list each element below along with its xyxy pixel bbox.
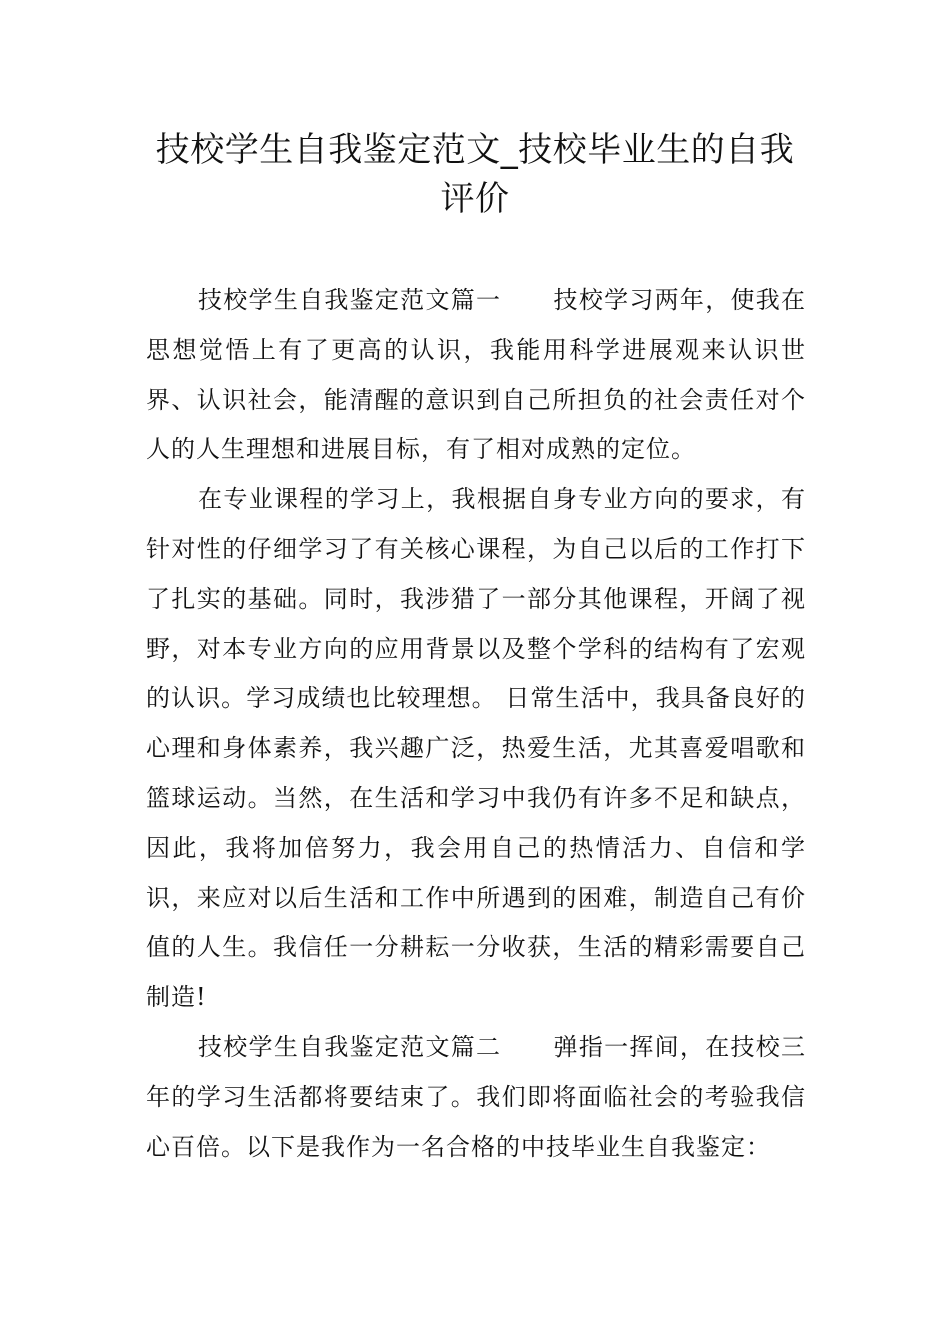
paragraph-1-heading: 技校学生自我鉴定范文篇一: [198, 286, 502, 314]
paragraph-1: [146, 276, 806, 475]
paragraph-3-text: 弹指一挥间，在技校三年的学习生活都将要结束了。我们即将面临社会的考验我信心百倍。以下是我作为一名合格的中技毕业生自我鉴定：: [146, 1032, 807, 1161]
paragraph-3: [146, 1023, 806, 1172]
paragraph-2: [146, 475, 806, 1023]
paragraph-1-text: 技校学习两年，使我在思想觉悟上有了更高的认识，我能用科学进展观来认识世界、认识社会，能清醒的意识到自己所担负的社会责任对个人的人生理想和进展目标，有了相对成熟的定位。: [146, 286, 807, 464]
document-body: [146, 276, 806, 1172]
document-title: 技校学生自我鉴定范文_技校毕业生的自我评价: [155, 130, 795, 219]
paragraph-3-heading: 技校学生自我鉴定范文篇二: [198, 1032, 502, 1061]
paragraph-2-text: 在专业课程的学习上，我根据自身专业方向的要求，有针对性的仔细学习了有关核心课程，为自己以后的工作打下了扎实的基础。同时，我涉猎了一部分其他课程，开阔了视野，对本专业方向的应用背景以及整个学科的结构有了宏观的认识。学习成绩也比较理想。 日常生活中，我具备良好的心理和身体素养，我兴趣广泛，热爱生活，尤其喜爱唱歌和篮球运动。当然，在生活和学习中我仍有许多不足和缺点，因此，我将加倍努力，我会用自己的热情活力、自信和学识，来应对以后生活和工作中所遇到的困难，制造自己有价值的人生。我信任一分耕耘一分收获，生活的精彩需要自己制造!: [146, 485, 806, 1012]
